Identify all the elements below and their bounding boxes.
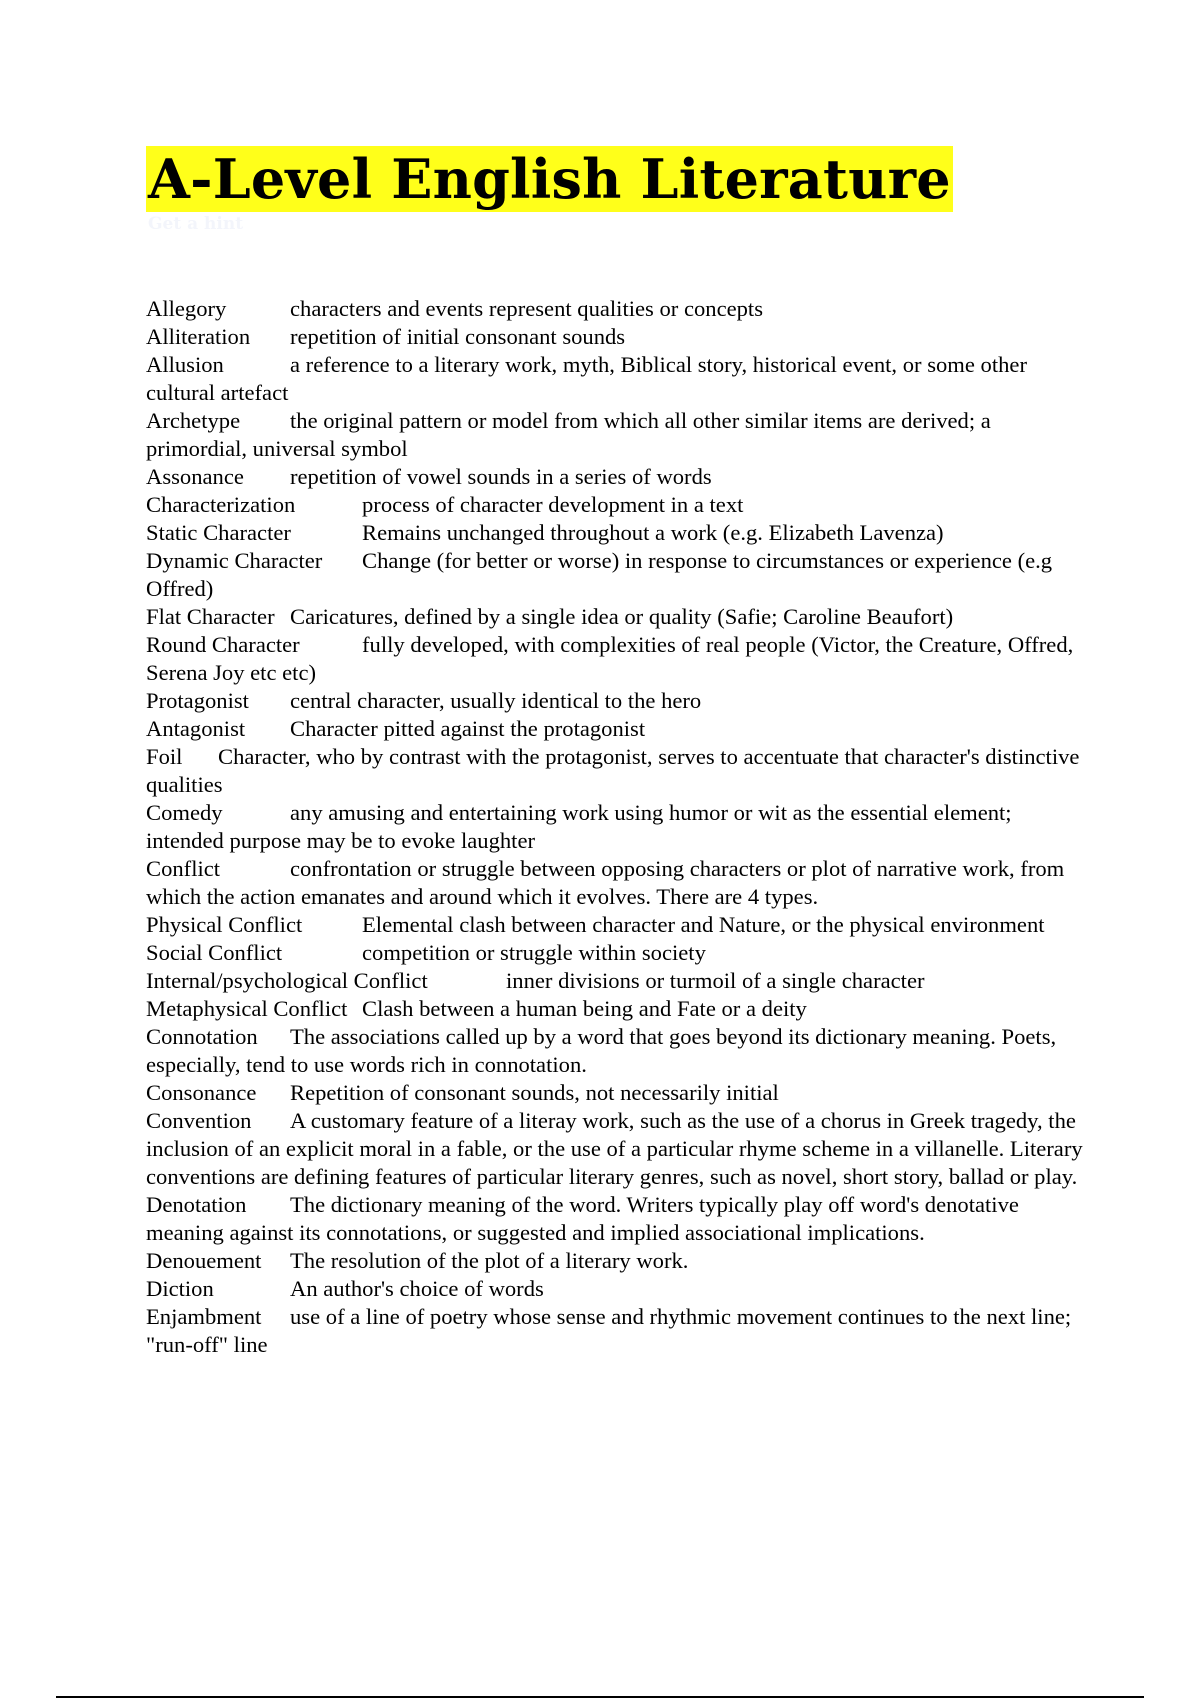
entry-definition: An author's choice of words xyxy=(290,1276,544,1301)
entry-definition: Character, who by contrast with the protagonist, serves to accentuate that character's distinctive qualities xyxy=(146,744,1080,797)
glossary-entry xyxy=(146,855,1086,911)
glossary-entry xyxy=(146,1107,1086,1191)
glossary-entry xyxy=(146,1191,1086,1247)
title-block xyxy=(146,146,953,212)
glossary-list xyxy=(146,295,1086,1359)
page-title: A-Level English Literature xyxy=(148,147,951,211)
glossary-entry xyxy=(146,463,1086,491)
entry-definition: inner divisions or turmoil of a single character xyxy=(506,968,925,993)
entry-definition: the original pattern or model from which all other similar items are derived; a primordial, universal symbol xyxy=(146,408,991,461)
glossary-entry xyxy=(146,407,1086,463)
glossary-entry xyxy=(146,995,1086,1023)
entry-term: Comedy xyxy=(146,800,223,825)
hint-text: Get a hint xyxy=(148,214,244,234)
glossary-entry xyxy=(146,351,1086,407)
entry-term: Convention xyxy=(146,1108,252,1133)
entry-definition: repetition of vowel sounds in a series of words xyxy=(290,464,712,489)
entry-term: Diction xyxy=(146,1276,214,1301)
entry-term: Physical Conflict xyxy=(146,912,303,937)
entry-term: Conflict xyxy=(146,856,221,881)
glossary-entry xyxy=(146,295,1086,323)
entry-term: Foil xyxy=(146,744,183,769)
entry-term: Enjambment xyxy=(146,1304,262,1329)
entry-definition: Caricatures, defined by a single idea or quality (Safie; Caroline Beaufort) xyxy=(290,604,954,629)
entry-definition: Clash between a human being and Fate or a deity xyxy=(362,996,807,1021)
glossary-entry xyxy=(146,799,1086,855)
bottom-rule xyxy=(56,1696,1144,1698)
entry-definition: The associations called up by a word that goes beyond its dictionary meaning. Poets, especially, tend to use words rich in connotation. xyxy=(146,1024,1057,1077)
entry-term: Static Character xyxy=(146,520,291,545)
glossary-entry xyxy=(146,1247,1086,1275)
entry-definition: any amusing and entertaining work using humor or wit as the essential element; intended purpose may be to evoke laughter xyxy=(146,800,1012,853)
glossary-entry xyxy=(146,911,1086,939)
glossary-entry xyxy=(146,323,1086,351)
glossary-entry xyxy=(146,519,1086,547)
entry-term: Denouement xyxy=(146,1248,262,1273)
entry-definition: A customary feature of a literay work, such as the use of a chorus in Greek tragedy, the inclusion of an explicit moral in a fable, or the use of a particular rhyme scheme in a villanelle. Literary conventions are defining features of particular literary genres, such as novel, short story, ballad or play. xyxy=(146,1108,1083,1189)
glossary-entry xyxy=(146,603,1086,631)
entry-term: Round Character xyxy=(146,632,300,657)
entry-definition: Character pitted against the protagonist xyxy=(290,716,646,741)
entry-definition: central character, usually identical to the hero xyxy=(290,688,702,713)
entry-term: Denotation xyxy=(146,1192,247,1217)
glossary-entry xyxy=(146,715,1086,743)
entry-definition: The dictionary meaning of the word. Writers typically play off word's denotative meaning against its connotations, or suggested and implied associational implications. xyxy=(146,1192,1019,1245)
glossary-entry xyxy=(146,1275,1086,1303)
entry-definition: confrontation or struggle between opposing characters or plot of narrative work, from which the action emanates and around which it evolves. There are 4 types. xyxy=(146,856,1065,909)
entry-definition: characters and events represent qualities or concepts xyxy=(290,296,764,321)
entry-definition: repetition of initial consonant sounds xyxy=(290,324,626,349)
entry-term: Archetype xyxy=(146,408,241,433)
entry-definition: fully developed, with complexities of real people (Victor, the Creature, Offred, Serena Joy etc etc) xyxy=(146,632,1074,685)
entry-term: Characterization xyxy=(146,492,296,517)
entry-definition: process of character development in a text xyxy=(362,492,744,517)
entry-definition: Repetition of consonant sounds, not necessarily initial xyxy=(290,1080,779,1105)
entry-term: Flat Character xyxy=(146,604,275,629)
entry-term: Connotation xyxy=(146,1024,258,1049)
entry-term: Dynamic Character xyxy=(146,548,323,573)
glossary-entry xyxy=(146,631,1086,687)
entry-term: Alliteration xyxy=(146,324,251,349)
entry-definition: use of a line of poetry whose sense and rhythmic movement continues to the next line; "run-off" line xyxy=(146,1304,1072,1357)
entry-term: Consonance xyxy=(146,1080,257,1105)
entry-definition: Elemental clash between character and Nature, or the physical environment xyxy=(362,912,1045,937)
glossary-entry xyxy=(146,967,1086,995)
glossary-entry xyxy=(146,1079,1086,1107)
entry-term: Allegory xyxy=(146,296,227,321)
glossary-entry xyxy=(146,1303,1086,1359)
entry-term: Assonance xyxy=(146,464,244,489)
entry-definition: Change (for better or worse) in response to circumstances or experience (e.g Offred) xyxy=(146,548,1053,601)
glossary-entry xyxy=(146,687,1086,715)
entry-definition: a reference to a literary work, myth, Biblical story, historical event, or some other cultural artefact xyxy=(146,352,1027,405)
glossary-entry xyxy=(146,547,1086,603)
entry-term: Antagonist xyxy=(146,716,246,741)
entry-term: Social Conflict xyxy=(146,940,283,965)
glossary-entry xyxy=(146,1023,1086,1079)
entry-term: Metaphysical Conflict xyxy=(146,996,348,1021)
entry-definition: competition or struggle within society xyxy=(362,940,706,965)
glossary-entry xyxy=(146,939,1086,967)
entry-term: Protagonist xyxy=(146,688,249,713)
entry-definition: The resolution of the plot of a literary work. xyxy=(290,1248,689,1273)
glossary-entry xyxy=(146,491,1086,519)
entry-term: Allusion xyxy=(146,352,224,377)
entry-term: Internal/psychological Conflict xyxy=(146,968,428,993)
glossary-entry xyxy=(146,743,1086,799)
entry-definition: Remains unchanged throughout a work (e.g. Elizabeth Lavenza) xyxy=(362,520,944,545)
